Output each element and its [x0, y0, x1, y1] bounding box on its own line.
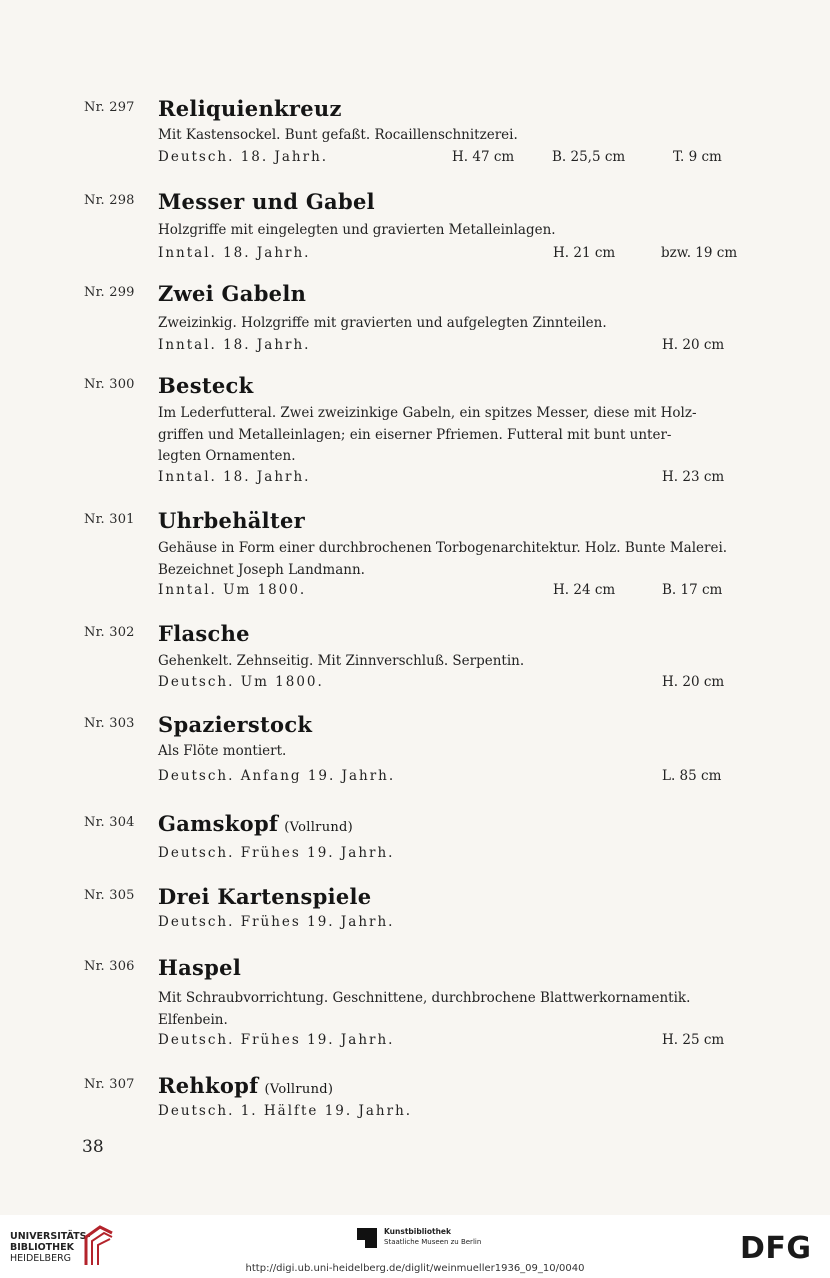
- entry-title: Flasche: [158, 621, 250, 646]
- entry-title: Besteck: [158, 373, 254, 398]
- entry-alt-height: bzw. 19 cm: [661, 245, 738, 261]
- entry-number: Nr. 297: [84, 100, 135, 115]
- entry-title-text: Rehkopf: [158, 1073, 259, 1098]
- entry-origin: Inntal. 18. Jahrh.: [158, 469, 311, 485]
- ub-line-2: BIBLIOTHEK: [10, 1242, 74, 1253]
- entry-subtitle: (Vollrund): [284, 820, 354, 835]
- entry-length: L. 85 cm: [662, 768, 722, 784]
- entry-description: Bezeichnet Joseph Landmann.: [158, 562, 365, 578]
- entry-number: Nr. 299: [84, 285, 135, 300]
- entry-title: Zwei Gabeln: [158, 281, 307, 306]
- entry-origin: Inntal. 18. Jahrh.: [158, 337, 311, 353]
- kb-title: Kunstbibliothek: [384, 1227, 452, 1236]
- entry-title: [158, 1073, 333, 1098]
- entry-height: H. 23 cm: [662, 469, 725, 485]
- entry-title: Drei Kartenspiele: [158, 884, 372, 909]
- entry-height: H. 47 cm: [452, 149, 515, 165]
- entry-number: Nr. 298: [84, 193, 135, 208]
- entry-description: Gehäuse in Form einer durchbrochenen Torbogenarchitektur. Holz. Bunte Malerei.: [158, 540, 728, 556]
- entry-height: H. 20 cm: [662, 337, 725, 353]
- entry-origin: Deutsch. 1. Hälfte 19. Jahrh.: [158, 1103, 413, 1119]
- entry-title-text: Gamskopf: [158, 811, 279, 836]
- permalink-url[interactable]: http://digi.ub.uni-heidelberg.de/diglit/weinmueller1936_09_10/0040: [245, 1263, 585, 1274]
- entry-number: Nr. 307: [84, 1077, 135, 1092]
- dfg-logo[interactable]: DFG: [740, 1231, 812, 1266]
- entry-origin: Deutsch. Um 1800.: [158, 674, 324, 690]
- entry-height: H. 25 cm: [662, 1032, 725, 1048]
- entry-description: Mit Kastensockel. Bunt gefaßt. Rocaillenschnitzerei.: [158, 127, 518, 143]
- entry-width: B. 25,5 cm: [552, 149, 626, 165]
- entry-number: Nr. 305: [84, 888, 135, 903]
- entry-description: griffen und Metalleinlagen; ein eiserner Pfriemen. Futteral mit bunt unter-: [158, 427, 672, 443]
- entry-origin: Deutsch. Frühes 19. Jahrh.: [158, 914, 395, 930]
- entry-title: [158, 811, 353, 836]
- entry-number: Nr. 300: [84, 377, 135, 392]
- entry-number: Nr. 301: [84, 512, 135, 527]
- entry-depth: T. 9 cm: [673, 149, 722, 165]
- entry-description: Im Lederfutteral. Zwei zweizinkige Gabeln, ein spitzes Messer, diese mit Holz-: [158, 405, 697, 421]
- entry-height: H. 21 cm: [553, 245, 616, 261]
- entry-description: Gehenkelt. Zehnseitig. Mit Zinnverschluß. Serpentin.: [158, 653, 525, 669]
- entry-number: Nr. 306: [84, 959, 135, 974]
- entry-height: H. 20 cm: [662, 674, 725, 690]
- kunstbibliothek-logo-icon[interactable]: [355, 1226, 379, 1250]
- entry-description: Zweizinkig. Holzgriffe mit gravierten und aufgelegten Zinnteilen.: [158, 315, 607, 331]
- entry-origin: Deutsch. Anfang 19. Jahrh.: [158, 768, 396, 784]
- entry-height: H. 24 cm: [553, 582, 616, 598]
- kb-subtitle: Staatliche Museen zu Berlin: [384, 1238, 482, 1246]
- entry-title: Haspel: [158, 955, 242, 980]
- entry-origin: Deutsch. Frühes 19. Jahrh.: [158, 1032, 395, 1048]
- entry-title: Uhrbehälter: [158, 508, 305, 533]
- entry-subtitle: (Vollrund): [264, 1082, 334, 1097]
- entry-title: Messer und Gabel: [158, 189, 375, 214]
- entry-description: Holzgriffe mit eingelegten und gravierten Metalleinlagen.: [158, 222, 556, 238]
- entry-origin: Inntal. Um 1800.: [158, 582, 307, 598]
- entry-description: Mit Schraubvorrichtung. Geschnittene, durchbrochene Blattwerkornamentik.: [158, 990, 691, 1006]
- ub-line-1: UNIVERSITÄTS-: [10, 1231, 91, 1242]
- entry-number: Nr. 304: [84, 815, 135, 830]
- entry-title: Spazierstock: [158, 712, 313, 737]
- entry-description: Elfenbein.: [158, 1012, 228, 1028]
- ub-line-3: HEIDELBERG: [10, 1253, 72, 1264]
- entry-origin: Inntal. 18. Jahrh.: [158, 245, 311, 261]
- entry-number: Nr. 302: [84, 625, 135, 640]
- entry-title: Reliquienkreuz: [158, 96, 342, 121]
- ub-heidelberg-logo-text[interactable]: [10, 1231, 90, 1264]
- entry-description: legten Ornamenten.: [158, 448, 296, 464]
- entry-origin: Deutsch. 18. Jahrh.: [158, 149, 329, 165]
- kunstbibliothek-text: [384, 1227, 481, 1247]
- entry-origin: Deutsch. Frühes 19. Jahrh.: [158, 845, 395, 861]
- entry-description: Als Flöte montiert.: [158, 743, 287, 759]
- entry-number: Nr. 303: [84, 716, 135, 731]
- entry-width: B. 17 cm: [662, 582, 723, 598]
- page-number: 38: [82, 1137, 104, 1157]
- ub-heidelberg-mark-icon[interactable]: [82, 1225, 116, 1267]
